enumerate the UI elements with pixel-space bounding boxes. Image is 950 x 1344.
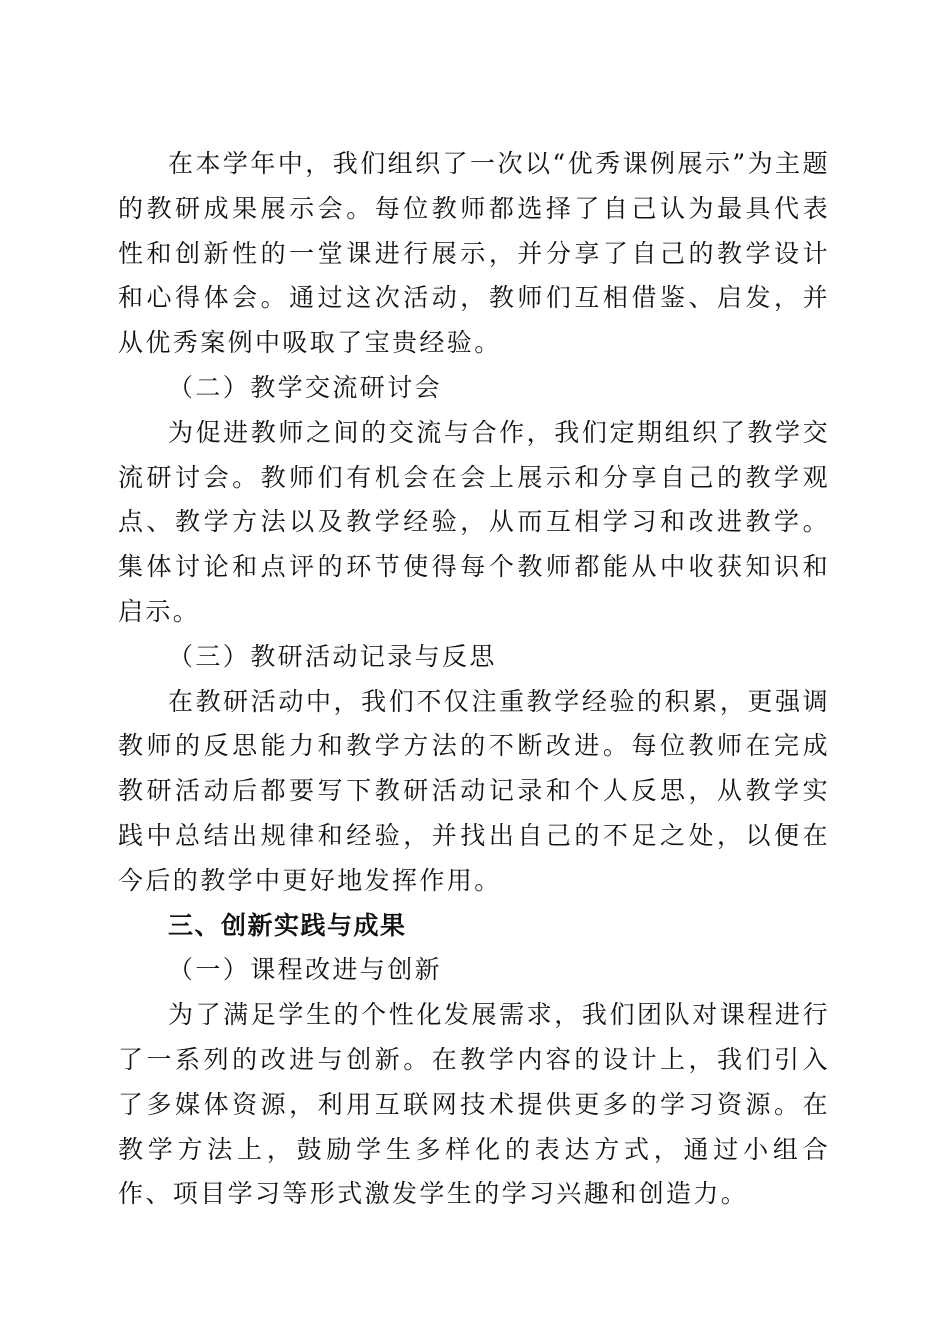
section-heading-innovation: 三、创新实践与成果 (168, 910, 407, 940)
subheading-teaching-seminar: （二）教学交流研讨会 (168, 372, 443, 402)
document-body (118, 142, 830, 1217)
paragraph-curriculum: 为了满足学生的个性化发展需求，我们团队对课程进行了一系列的改进与创新。在教学内容的设计上，我们引入了多媒体资源，利用互联网技术提供更多的学习资源。在教学方法上，鼓励学生多样化的表达方式，通过小组合作、项目学习等形式激发学生的学习兴趣和创造力。 (118, 1000, 830, 1209)
paragraph-showcase: 在本学年中，我们组织了一次以“优秀课例展示”为主题的教研成果展示会。每位教师都选择了自己认为最具代表性和创新性的一堂课进行展示，并分享了自己的教学设计和心得体会。通过这次活动，教师们互相借鉴、启发，并从优秀案例中吸取了宝贵经验。 (118, 149, 830, 358)
subheading-records-reflection: （三）教研活动记录与反思 (168, 641, 497, 671)
paragraph-teaching-seminar: 为促进教师之间的交流与合作，我们定期组织了教学交流研讨会。教师们有机会在会上展示和分享自己的教学观点、教学方法以及教学经验，从而互相学习和改进教学。集体讨论和点评的环节使得每个教师都能从中收获知识和启示。 (118, 417, 830, 626)
paragraph-records-reflection: 在教研活动中，我们不仅注重教学经验的积累，更强调教师的反思能力和教学方法的不断改进。每位教师在完成教研活动后都要写下教研活动记录和个人反思，从教学实践中总结出规律和经验，并找出自己的不足之处，以便在今后的教学中更好地发挥作用。 (118, 686, 830, 895)
subheading-curriculum: （一）课程改进与创新 (168, 955, 443, 985)
